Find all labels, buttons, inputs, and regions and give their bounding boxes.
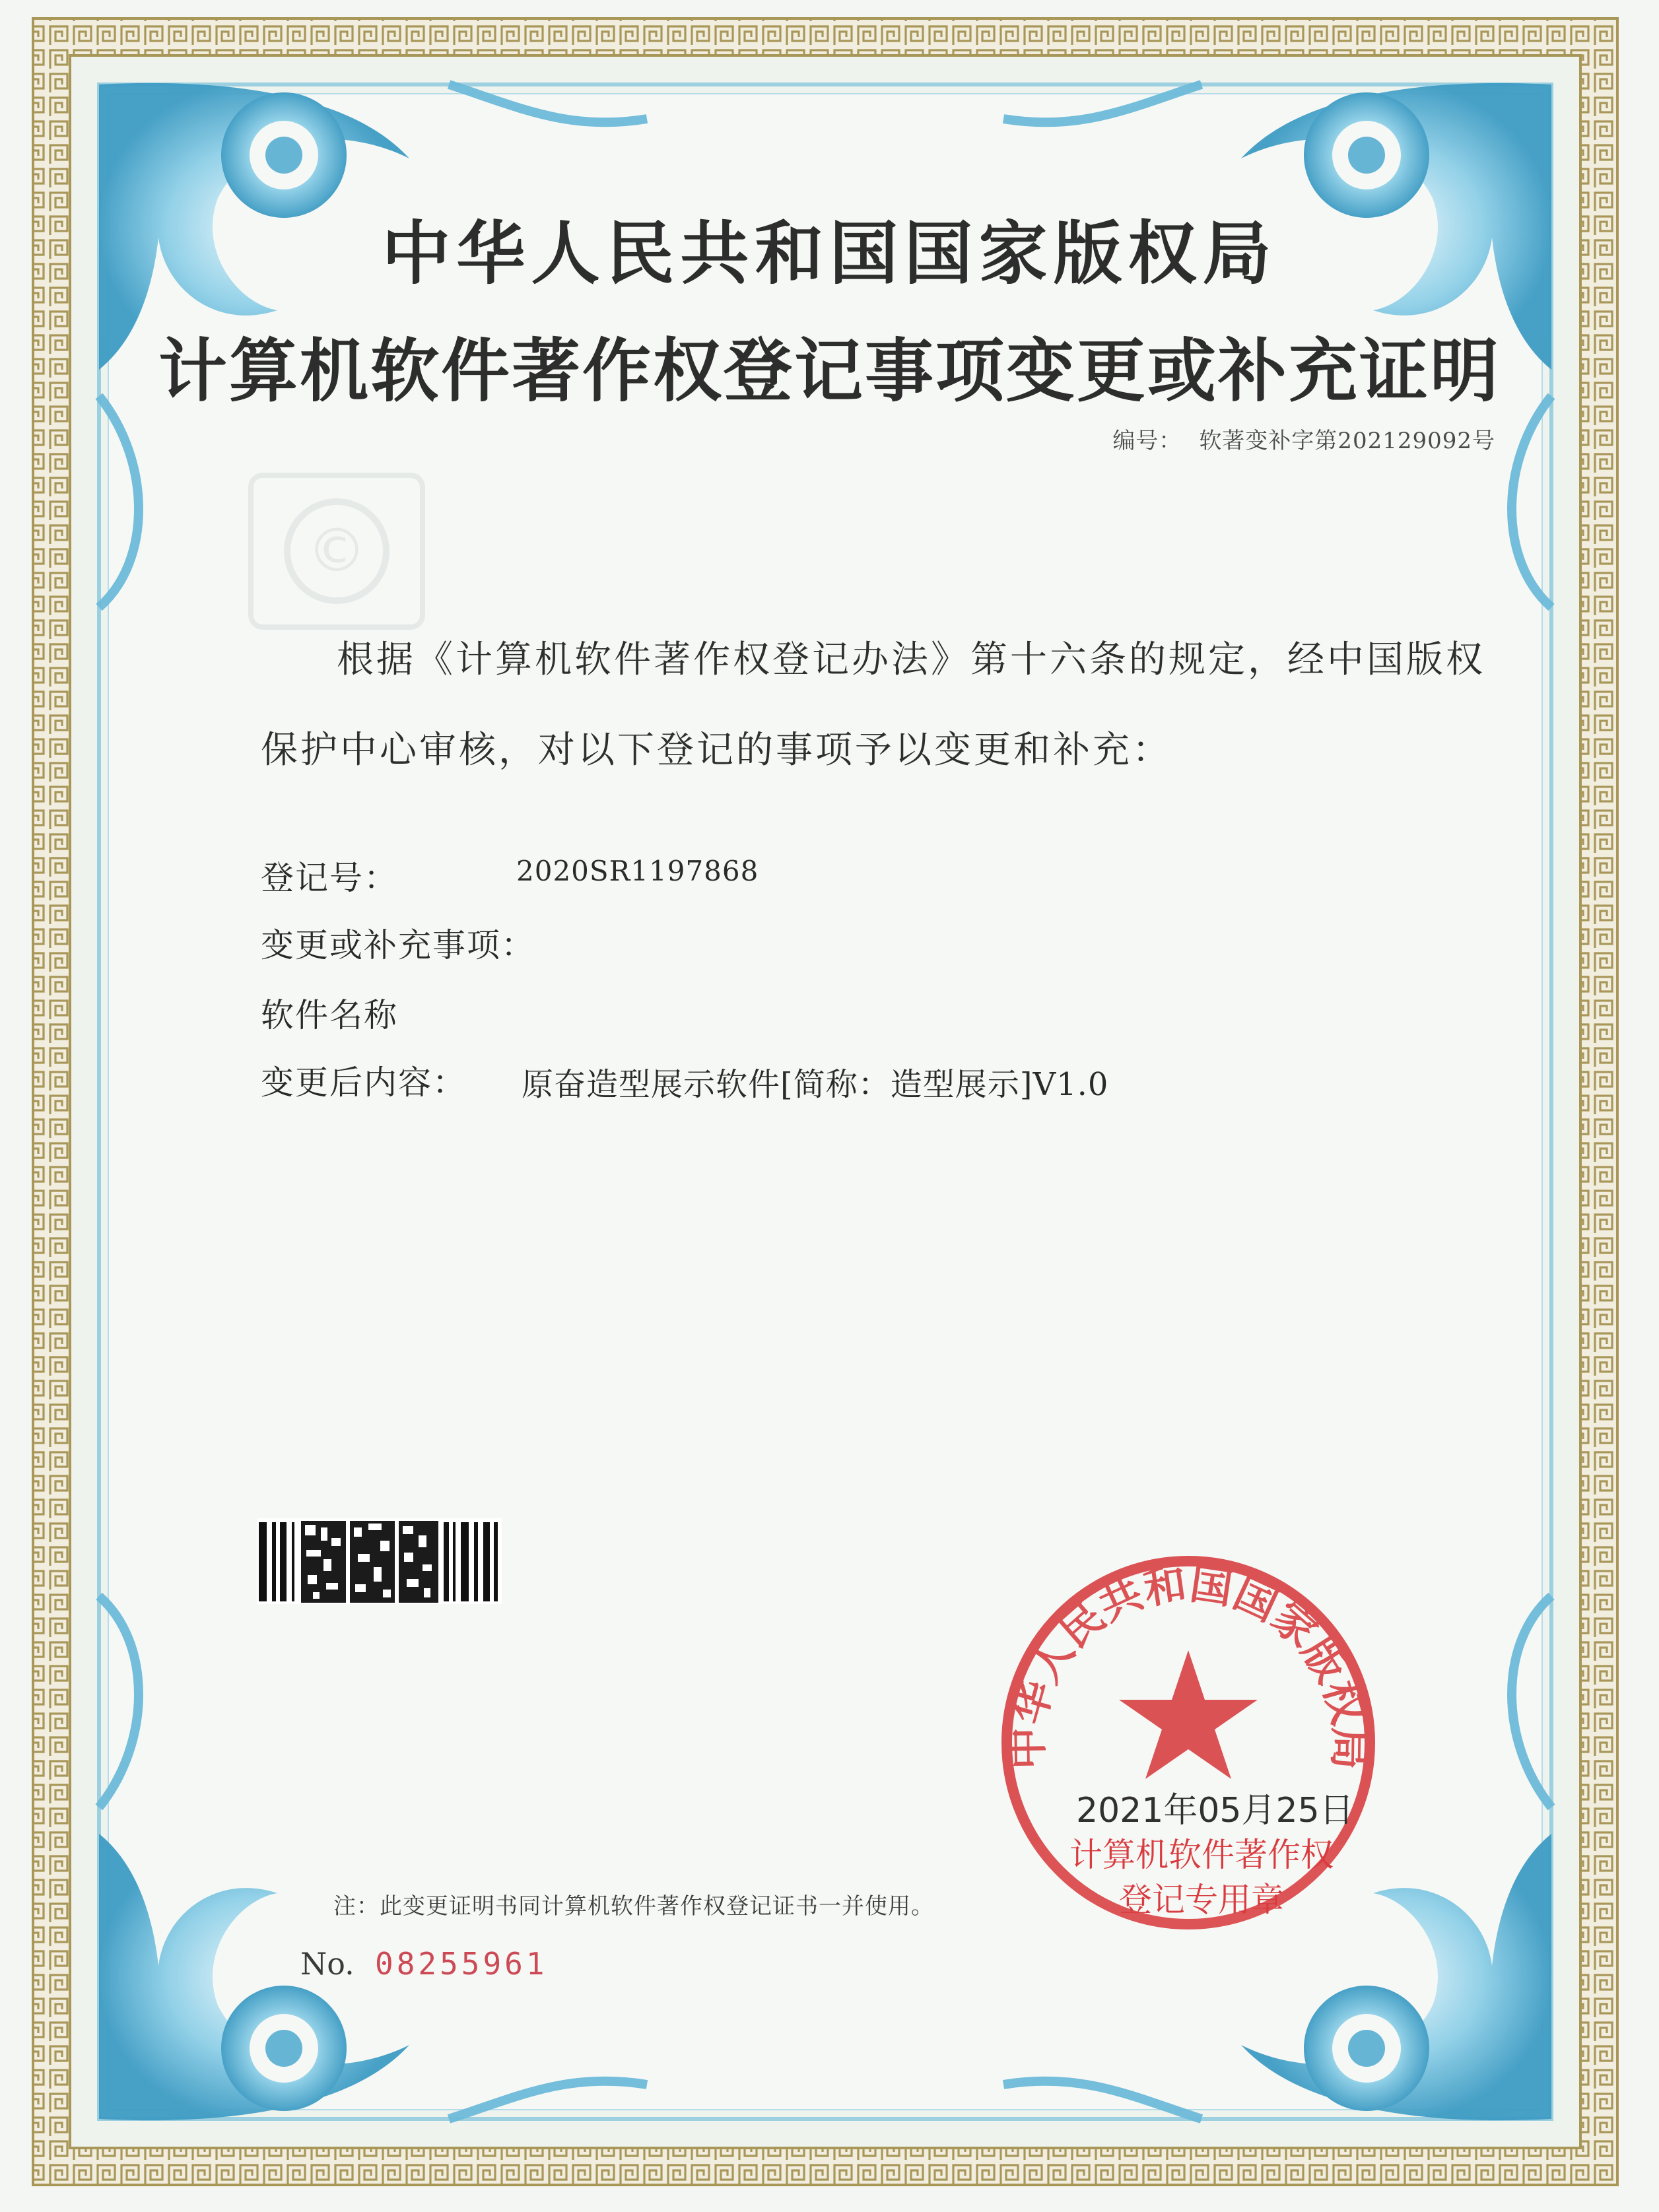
certificate-number-value: 软著变补字第202129092号	[1199, 428, 1495, 454]
serial-number-value: 08255961	[375, 1946, 548, 1982]
software-name-label: 软件名称	[261, 996, 398, 1034]
serial-number-label: No.	[300, 1946, 355, 1982]
certificate-number	[1112, 422, 1495, 455]
svg-text:©: ©	[307, 516, 366, 586]
stamp-arc-text: 中华人民共和国国家版权局	[1003, 1559, 1374, 1770]
certificate-number-label: 编号：	[1112, 428, 1182, 454]
after-change-label: 变更后内容：	[261, 1063, 467, 1102]
body-paragraph-line-1: 根据《计算机软件著作权登记办法》第十六条的规定，经中国版权	[337, 638, 1485, 681]
after-change-value: 原奋造型展示软件[简称：造型展示]V1.0	[522, 1066, 1109, 1103]
certificate-title: 计算机软件著作权登记事项变更或补充证明	[158, 331, 1501, 411]
issue-date: 2021年05月25日	[1076, 1791, 1354, 1830]
body-paragraph-line-2: 保护中心审核，对以下登记的事项予以变更和补充：	[261, 729, 1172, 772]
usage-note: 注：此变更证明书同计算机软件著作权登记证书一并使用。	[333, 1893, 934, 1920]
registration-number-label: 登记号：	[261, 859, 398, 897]
change-items-label: 变更或补充事项：	[261, 926, 535, 964]
stamp-text-line-2: 登记专用章	[1119, 1881, 1284, 1919]
registration-number-value: 2020SR1197868	[516, 855, 759, 887]
issuer-title: 中华人民共和国国家版权局	[382, 213, 1277, 294]
stamp-text-line-1: 计算机软件著作权	[1069, 1836, 1334, 1874]
qr-barcode	[257, 1518, 502, 1604]
